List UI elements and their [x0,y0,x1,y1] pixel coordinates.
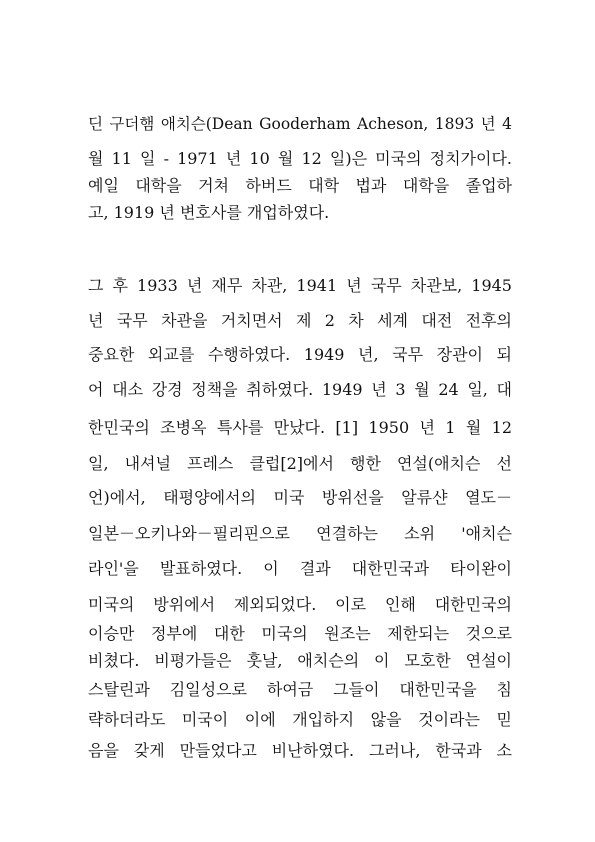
text-line: 그 후 1933 년 재무 차관, 1941 년 국무 차관보, 1945 [88,276,512,295]
text-line: 라인'을 발표하였다. 이 결과 대한민국과 타이완이 [88,559,512,578]
text-line: 일본－오키나와－필리핀으로 연결하는 소위 '애치슨 [88,524,512,543]
text-line: 스탈린과 김일성으로 하여금 그들이 대한민국을 침 [88,680,512,699]
text-line: 예일 대학을 거쳐 하버드 대학 법과 대학을 졸업하 [88,176,512,195]
text-line: 한민국의 조병옥 특사를 만났다. [1] 1950 년 1 월 12 [88,418,512,437]
text-line: 어 대소 강경 정책을 취하였다. 1949 년 3 월 24 일, 대 [88,380,512,399]
text-line: 중요한 외교를 수행하였다. 1949 년, 국무 장관이 되 [88,345,512,364]
text-line: 미국의 방위에서 제외되었다. 이로 인해 대한민국의 [88,595,512,614]
text-line: 고, 1919 년 변호사를 개업하였다. [88,203,330,222]
text-line: 음을 갖게 만들었다고 비난하였다. 그러나, 한국과 소 [88,741,512,760]
text-line: 비쳤다. 비평가들은 훗날, 애치슨의 이 모호한 연설이 [88,651,512,670]
text-line: 일, 내셔널 프레스 클럽[2]에서 행한 연설(애치슨 선 [88,454,512,473]
text-line: 딘 구더햄 애치슨(Dean Gooderham Acheson, 1893 년 4 [88,115,512,133]
text-line: 이승만 정부에 대한 미국의 원조는 제한되는 것으로 [88,624,512,643]
text-line: 략하더라도 미국이 이에 개입하지 않을 것이라는 믿 [88,710,512,729]
text-line: 년 국무 차관을 거치면서 제 2 차 세계 대전 전후의 [88,311,512,330]
text-line: 언)에서, 태평양에서의 미국 방위선을 알류샨 열도－ [88,488,512,507]
text-line: 월 11 일 - 1971 년 10 월 12 일)은 미국의 정치가이다. [88,149,512,168]
